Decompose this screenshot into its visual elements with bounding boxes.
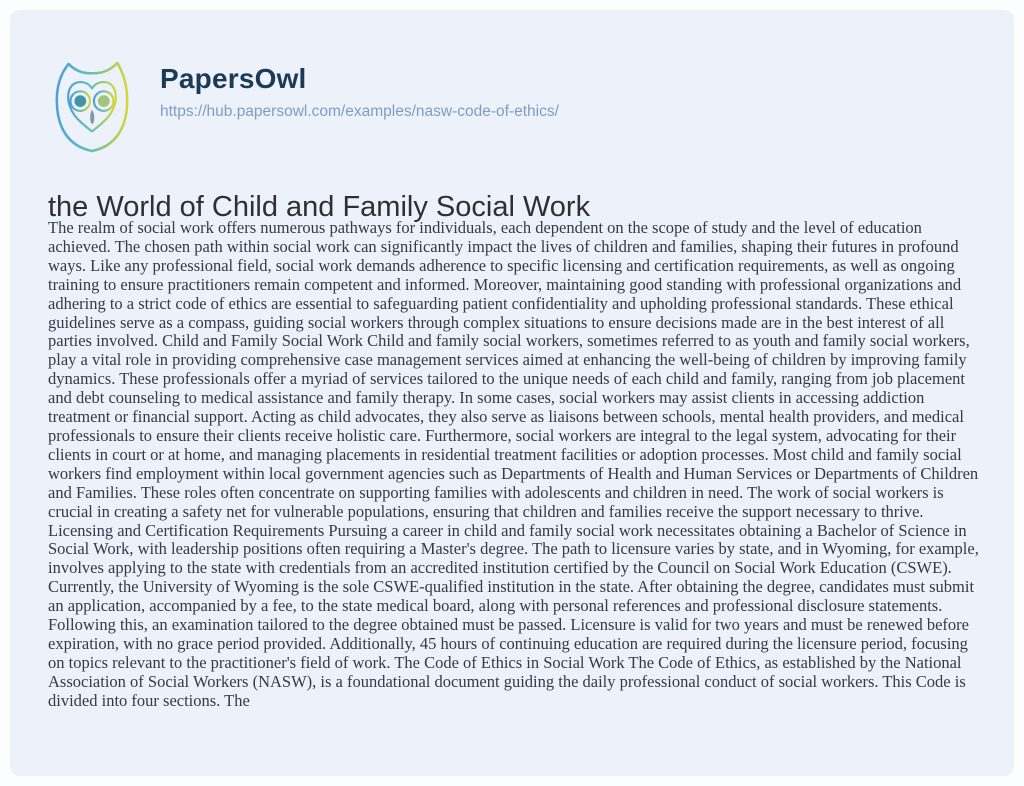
brand-name: PapersOwl [160, 63, 307, 94]
owl-logo-icon [48, 54, 136, 158]
content-card [10, 10, 1014, 776]
page-url-link[interactable]: https://hub.papersowl.com/examples/nasw-code-of-ethics/ [160, 102, 559, 120]
page-title: the World of Child and Family Social Work [48, 191, 591, 224]
article-body: The realm of social work offers numerous pathways for individuals, each dependent on the scope of study and the level of education achieved. The chosen path within social work can significantly impact the lives of children and families, shaping their futures in profound ways. Like any professional field, social work demands adherence to specific licensing and certification requirements, as well as ongoing training to ensure practitioners remain competent and informed. Moreover, maintaining good standing with professional organizations and adhering to a strict code of ethics are essential to safeguarding patient confidentiality and upholding professional standards. These ethical guidelines serve as a compass, guiding social workers through complex situations to ensure decisions made are in the best interest of all parties involved. Child and Family Social Work Child and family social workers, sometimes referred to as youth and family social workers, play a vital role in providing comprehensive case management services aimed at enhancing the well-being of children by improving family dynamics. These professionals offer a myriad of services tailored to the unique needs of each child and family, ranging from job placement and debt counseling to medical assistance and family therapy. In some cases, social workers may assist clients in accessing addiction treatment or financial support. Acting as child advocates, they also serve as liaisons between schools, mental health providers, and medical professionals to ensure their clients receive holistic care. Furthermore, social workers are integral to the legal system, advocating for their clients in court or at home, and managing placements in residential treatment facilities or adoption processes. Most child and family social workers find employment within local government agencies such as Departments of Health and Human Services or Departments of Children and Families. These roles often concentrate on supporting families with adolescents and children in need. The work of social workers is crucial in creating a safety net for vulnerable populations, ensuring that children and families receive the support necessary to thrive. Licensing and Certification Requirements Pursuing a career in child and family social work necessitates obtaining a Bachelor of Science in Social Work, with leadership positions often requiring a Master's degree. The path to licensure varies by state, and in Wyoming, for example, involves applying to the state with credentials from an accredited institution certified by the Council on Social Work Education (CSWE). Currently, the University of Wyoming is the sole CSWE-qualified institution in the state. After obtaining the degree, candidates must submit an application, accompanied by a fee, to the state medical board, along with personal references and professional disclosure statements. Following this, an examination tailored to the degree obtained must be passed. Licensure is valid for two years and must be renewed before expiration, with no grace period provided. Additionally, 45 hours of continuing education are required during the licensure period, focusing on topics relevant to the practitioner's field of work. The Code of Ethics in Social Work The Code of Ethics, as established by the National Association of Social Workers (NASW), is a foundational document guiding the daily professional conduct of social workers. This Code is divided into four sections. The [48, 218, 979, 710]
brand-block [160, 54, 559, 121]
site-header [48, 54, 559, 158]
